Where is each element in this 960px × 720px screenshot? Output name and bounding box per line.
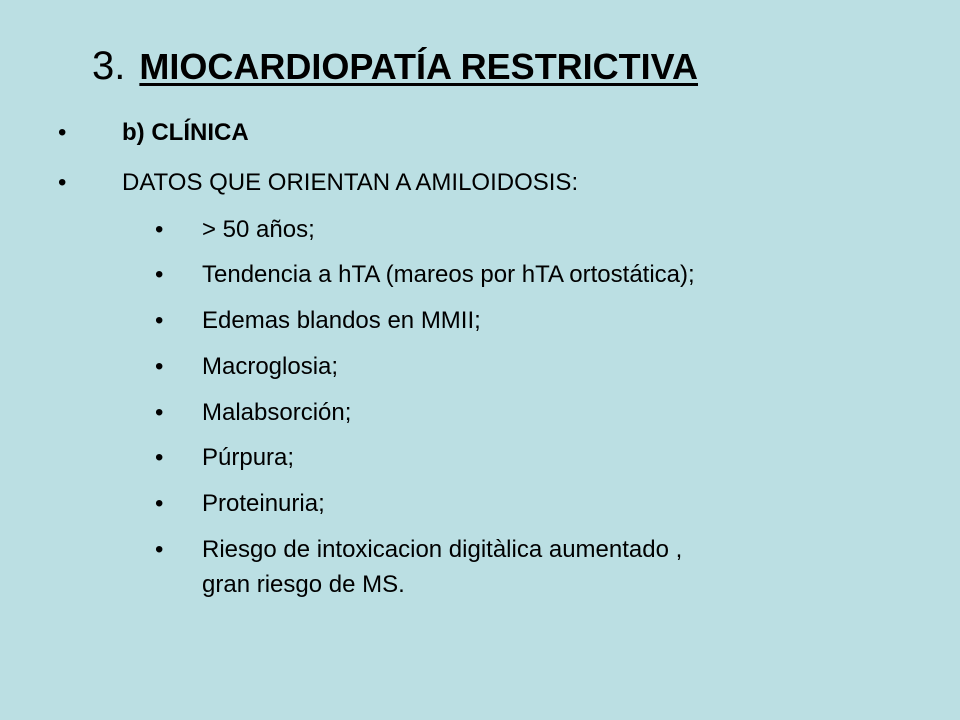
- list-item-text: gran riesgo de MS.: [202, 571, 405, 598]
- list-item-text: > 50 años;: [202, 216, 315, 243]
- list-item-text: Púrpura;: [202, 444, 295, 471]
- bullet-heading-text: b) CLÍNICA: [122, 119, 249, 146]
- bullet-dot: •: [155, 399, 164, 426]
- slide-title: [92, 42, 698, 91]
- title-text: MIOCARDIOPATÍA RESTRICTIVA: [139, 46, 699, 87]
- bullet-dot: •: [155, 353, 164, 380]
- list-item-text: Edemas blandos en MMII;: [202, 307, 481, 334]
- list-item-text: Riesgo de intoxicacion digitàlica aumentado ,: [202, 536, 683, 563]
- list-item-text: Tendencia a hTA (mareos por hTA ortostática);: [202, 261, 695, 288]
- bullet-dot: •: [155, 444, 164, 471]
- list-item-text: Malabsorción;: [202, 399, 352, 426]
- bullet-dot: •: [58, 119, 67, 146]
- list-item-text: Macroglosia;: [202, 353, 339, 380]
- list-item-text: Proteinuria;: [202, 490, 325, 517]
- bullet-dot: •: [58, 169, 67, 196]
- bullet-intro-text: DATOS QUE ORIENTAN A AMILOIDOSIS:: [122, 169, 579, 196]
- bullet-dot: •: [155, 536, 164, 563]
- bullet-dot: •: [155, 490, 164, 517]
- title-number: 3.: [92, 44, 126, 88]
- bullet-dot: •: [155, 307, 164, 334]
- bullet-dot: •: [155, 261, 164, 288]
- bullet-dot: •: [155, 216, 164, 243]
